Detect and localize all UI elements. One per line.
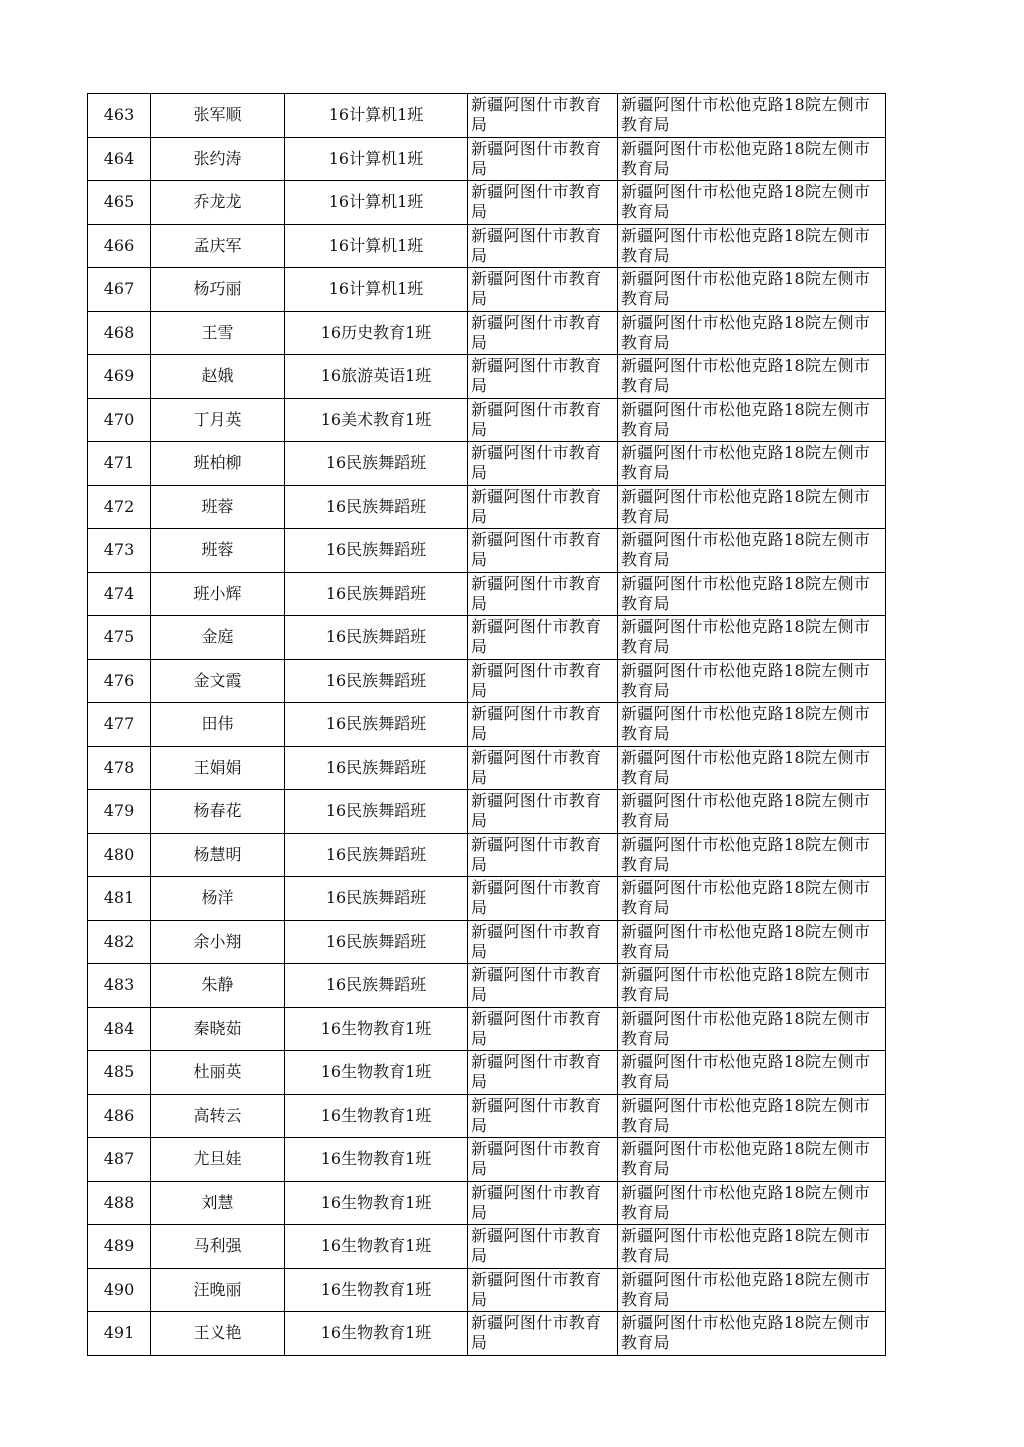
cell-number: 473: [88, 529, 151, 573]
cell-name: 王义艳: [151, 1312, 285, 1356]
table-row: [88, 181, 886, 225]
cell-number: 472: [88, 485, 151, 529]
cell-unit: 新疆阿图什市教育局: [468, 659, 618, 703]
cell-number: 486: [88, 1094, 151, 1138]
table-body: [88, 94, 886, 1356]
cell-address: 新疆阿图什市松他克路18院左侧市教育局: [618, 442, 886, 486]
cell-address: 新疆阿图什市松他克路18院左侧市教育局: [618, 790, 886, 834]
table-row: [88, 311, 886, 355]
cell-name: 汪晚丽: [151, 1268, 285, 1312]
cell-number: 484: [88, 1007, 151, 1051]
table-row: [88, 442, 886, 486]
cell-class: 16计算机1班: [285, 94, 468, 138]
cell-address: 新疆阿图什市松他克路18院左侧市教育局: [618, 268, 886, 312]
cell-address: 新疆阿图什市松他克路18院左侧市教育局: [618, 1181, 886, 1225]
cell-name: 班蓉: [151, 485, 285, 529]
cell-unit: 新疆阿图什市教育局: [468, 268, 618, 312]
cell-name: 班柏柳: [151, 442, 285, 486]
cell-unit: 新疆阿图什市教育局: [468, 964, 618, 1008]
table-row: [88, 1181, 886, 1225]
table-row: [88, 572, 886, 616]
cell-unit: 新疆阿图什市教育局: [468, 355, 618, 399]
cell-address: 新疆阿图什市松他克路18院左侧市教育局: [618, 224, 886, 268]
table-row: [88, 1051, 886, 1095]
table-row: [88, 659, 886, 703]
cell-number: 479: [88, 790, 151, 834]
cell-unit: 新疆阿图什市教育局: [468, 1312, 618, 1356]
table-row: [88, 1268, 886, 1312]
cell-class: 16民族舞蹈班: [285, 790, 468, 834]
cell-unit: 新疆阿图什市教育局: [468, 529, 618, 573]
cell-address: 新疆阿图什市松他克路18院左侧市教育局: [618, 311, 886, 355]
cell-name: 张约涛: [151, 137, 285, 181]
cell-class: 16民族舞蹈班: [285, 703, 468, 747]
cell-number: 483: [88, 964, 151, 1008]
cell-class: 16生物教育1班: [285, 1268, 468, 1312]
cell-number: 474: [88, 572, 151, 616]
cell-name: 班蓉: [151, 529, 285, 573]
cell-number: 466: [88, 224, 151, 268]
cell-class: 16民族舞蹈班: [285, 616, 468, 660]
table-row: [88, 746, 886, 790]
cell-number: 485: [88, 1051, 151, 1095]
cell-address: 新疆阿图什市松他克路18院左侧市教育局: [618, 355, 886, 399]
cell-number: 481: [88, 877, 151, 921]
cell-unit: 新疆阿图什市教育局: [468, 94, 618, 138]
cell-name: 朱静: [151, 964, 285, 1008]
cell-name: 余小翔: [151, 920, 285, 964]
cell-number: 490: [88, 1268, 151, 1312]
table-row: [88, 268, 886, 312]
cell-name: 尤旦娃: [151, 1138, 285, 1182]
cell-class: 16历史教育1班: [285, 311, 468, 355]
cell-number: 482: [88, 920, 151, 964]
table-row: [88, 703, 886, 747]
cell-unit: 新疆阿图什市教育局: [468, 181, 618, 225]
cell-unit: 新疆阿图什市教育局: [468, 833, 618, 877]
cell-name: 金文霞: [151, 659, 285, 703]
cell-number: 465: [88, 181, 151, 225]
cell-class: 16生物教育1班: [285, 1225, 468, 1269]
cell-number: 471: [88, 442, 151, 486]
cell-name: 杨洋: [151, 877, 285, 921]
cell-class: 16旅游英语1班: [285, 355, 468, 399]
cell-name: 金庭: [151, 616, 285, 660]
cell-address: 新疆阿图什市松他克路18院左侧市教育局: [618, 137, 886, 181]
cell-address: 新疆阿图什市松他克路18院左侧市教育局: [618, 485, 886, 529]
cell-unit: 新疆阿图什市教育局: [468, 1181, 618, 1225]
cell-address: 新疆阿图什市松他克路18院左侧市教育局: [618, 1225, 886, 1269]
cell-unit: 新疆阿图什市教育局: [468, 1225, 618, 1269]
cell-unit: 新疆阿图什市教育局: [468, 224, 618, 268]
cell-address: 新疆阿图什市松他克路18院左侧市教育局: [618, 920, 886, 964]
cell-number: 487: [88, 1138, 151, 1182]
cell-class: 16生物教育1班: [285, 1312, 468, 1356]
table-row: [88, 1007, 886, 1051]
table-row: [88, 137, 886, 181]
cell-class: 16民族舞蹈班: [285, 529, 468, 573]
cell-unit: 新疆阿图什市教育局: [468, 1007, 618, 1051]
cell-unit: 新疆阿图什市教育局: [468, 311, 618, 355]
cell-name: 杜丽英: [151, 1051, 285, 1095]
cell-class: 16民族舞蹈班: [285, 485, 468, 529]
table-row: [88, 1225, 886, 1269]
cell-address: 新疆阿图什市松他克路18院左侧市教育局: [618, 964, 886, 1008]
cell-unit: 新疆阿图什市教育局: [468, 877, 618, 921]
cell-number: 488: [88, 1181, 151, 1225]
cell-address: 新疆阿图什市松他克路18院左侧市教育局: [618, 1268, 886, 1312]
cell-name: 班小辉: [151, 572, 285, 616]
cell-unit: 新疆阿图什市教育局: [468, 616, 618, 660]
cell-address: 新疆阿图什市松他克路18院左侧市教育局: [618, 877, 886, 921]
cell-name: 杨巧丽: [151, 268, 285, 312]
cell-name: 王娟娟: [151, 746, 285, 790]
cell-unit: 新疆阿图什市教育局: [468, 1268, 618, 1312]
cell-name: 秦晓茹: [151, 1007, 285, 1051]
cell-address: 新疆阿图什市松他克路18院左侧市教育局: [618, 616, 886, 660]
cell-name: 孟庆军: [151, 224, 285, 268]
cell-number: 491: [88, 1312, 151, 1356]
cell-number: 489: [88, 1225, 151, 1269]
cell-unit: 新疆阿图什市教育局: [468, 1051, 618, 1095]
cell-address: 新疆阿图什市松他克路18院左侧市教育局: [618, 833, 886, 877]
table-row: [88, 1138, 886, 1182]
cell-name: 刘慧: [151, 1181, 285, 1225]
cell-class: 16生物教育1班: [285, 1051, 468, 1095]
table-row: [88, 94, 886, 138]
cell-number: 463: [88, 94, 151, 138]
cell-class: 16生物教育1班: [285, 1181, 468, 1225]
cell-unit: 新疆阿图什市教育局: [468, 703, 618, 747]
cell-unit: 新疆阿图什市教育局: [468, 572, 618, 616]
cell-name: 高转云: [151, 1094, 285, 1138]
cell-unit: 新疆阿图什市教育局: [468, 790, 618, 834]
cell-class: 16美术教育1班: [285, 398, 468, 442]
cell-class: 16计算机1班: [285, 181, 468, 225]
table-row: [88, 1094, 886, 1138]
cell-number: 477: [88, 703, 151, 747]
cell-number: 470: [88, 398, 151, 442]
cell-number: 467: [88, 268, 151, 312]
cell-class: 16民族舞蹈班: [285, 920, 468, 964]
cell-address: 新疆阿图什市松他克路18院左侧市教育局: [618, 572, 886, 616]
cell-number: 476: [88, 659, 151, 703]
table-row: [88, 833, 886, 877]
cell-address: 新疆阿图什市松他克路18院左侧市教育局: [618, 659, 886, 703]
cell-number: 480: [88, 833, 151, 877]
cell-name: 赵娥: [151, 355, 285, 399]
student-table: [87, 93, 886, 1356]
table-row: [88, 964, 886, 1008]
cell-class: 16生物教育1班: [285, 1138, 468, 1182]
cell-address: 新疆阿图什市松他克路18院左侧市教育局: [618, 94, 886, 138]
cell-unit: 新疆阿图什市教育局: [468, 137, 618, 181]
cell-unit: 新疆阿图什市教育局: [468, 746, 618, 790]
cell-address: 新疆阿图什市松他克路18院左侧市教育局: [618, 1094, 886, 1138]
cell-unit: 新疆阿图什市教育局: [468, 920, 618, 964]
cell-address: 新疆阿图什市松他克路18院左侧市教育局: [618, 1138, 886, 1182]
cell-number: 469: [88, 355, 151, 399]
cell-number: 475: [88, 616, 151, 660]
cell-address: 新疆阿图什市松他克路18院左侧市教育局: [618, 746, 886, 790]
cell-name: 乔龙龙: [151, 181, 285, 225]
cell-address: 新疆阿图什市松他克路18院左侧市教育局: [618, 181, 886, 225]
cell-address: 新疆阿图什市松他克路18院左侧市教育局: [618, 1007, 886, 1051]
cell-name: 王雪: [151, 311, 285, 355]
cell-class: 16民族舞蹈班: [285, 746, 468, 790]
cell-unit: 新疆阿图什市教育局: [468, 485, 618, 529]
cell-address: 新疆阿图什市松他克路18院左侧市教育局: [618, 1051, 886, 1095]
cell-name: 田伟: [151, 703, 285, 747]
cell-name: 杨慧明: [151, 833, 285, 877]
cell-name: 马利强: [151, 1225, 285, 1269]
table-row: [88, 877, 886, 921]
cell-class: 16民族舞蹈班: [285, 442, 468, 486]
cell-address: 新疆阿图什市松他克路18院左侧市教育局: [618, 1312, 886, 1356]
cell-class: 16民族舞蹈班: [285, 833, 468, 877]
cell-name: 杨春花: [151, 790, 285, 834]
cell-class: 16民族舞蹈班: [285, 572, 468, 616]
table-row: [88, 398, 886, 442]
cell-address: 新疆阿图什市松他克路18院左侧市教育局: [618, 703, 886, 747]
cell-unit: 新疆阿图什市教育局: [468, 1138, 618, 1182]
cell-class: 16计算机1班: [285, 137, 468, 181]
table-row: [88, 224, 886, 268]
cell-unit: 新疆阿图什市教育局: [468, 398, 618, 442]
table-row: [88, 920, 886, 964]
cell-number: 464: [88, 137, 151, 181]
table-row: [88, 790, 886, 834]
cell-class: 16生物教育1班: [285, 1007, 468, 1051]
cell-name: 张军顺: [151, 94, 285, 138]
cell-number: 468: [88, 311, 151, 355]
table-row: [88, 1312, 886, 1356]
cell-unit: 新疆阿图什市教育局: [468, 1094, 618, 1138]
cell-class: 16民族舞蹈班: [285, 877, 468, 921]
cell-number: 478: [88, 746, 151, 790]
cell-class: 16计算机1班: [285, 268, 468, 312]
cell-address: 新疆阿图什市松他克路18院左侧市教育局: [618, 398, 886, 442]
cell-class: 16民族舞蹈班: [285, 964, 468, 1008]
table-row: [88, 616, 886, 660]
cell-class: 16计算机1班: [285, 224, 468, 268]
table-row: [88, 355, 886, 399]
cell-class: 16生物教育1班: [285, 1094, 468, 1138]
cell-unit: 新疆阿图什市教育局: [468, 442, 618, 486]
cell-name: 丁月英: [151, 398, 285, 442]
cell-class: 16民族舞蹈班: [285, 659, 468, 703]
table-row: [88, 485, 886, 529]
table-row: [88, 529, 886, 573]
cell-address: 新疆阿图什市松他克路18院左侧市教育局: [618, 529, 886, 573]
